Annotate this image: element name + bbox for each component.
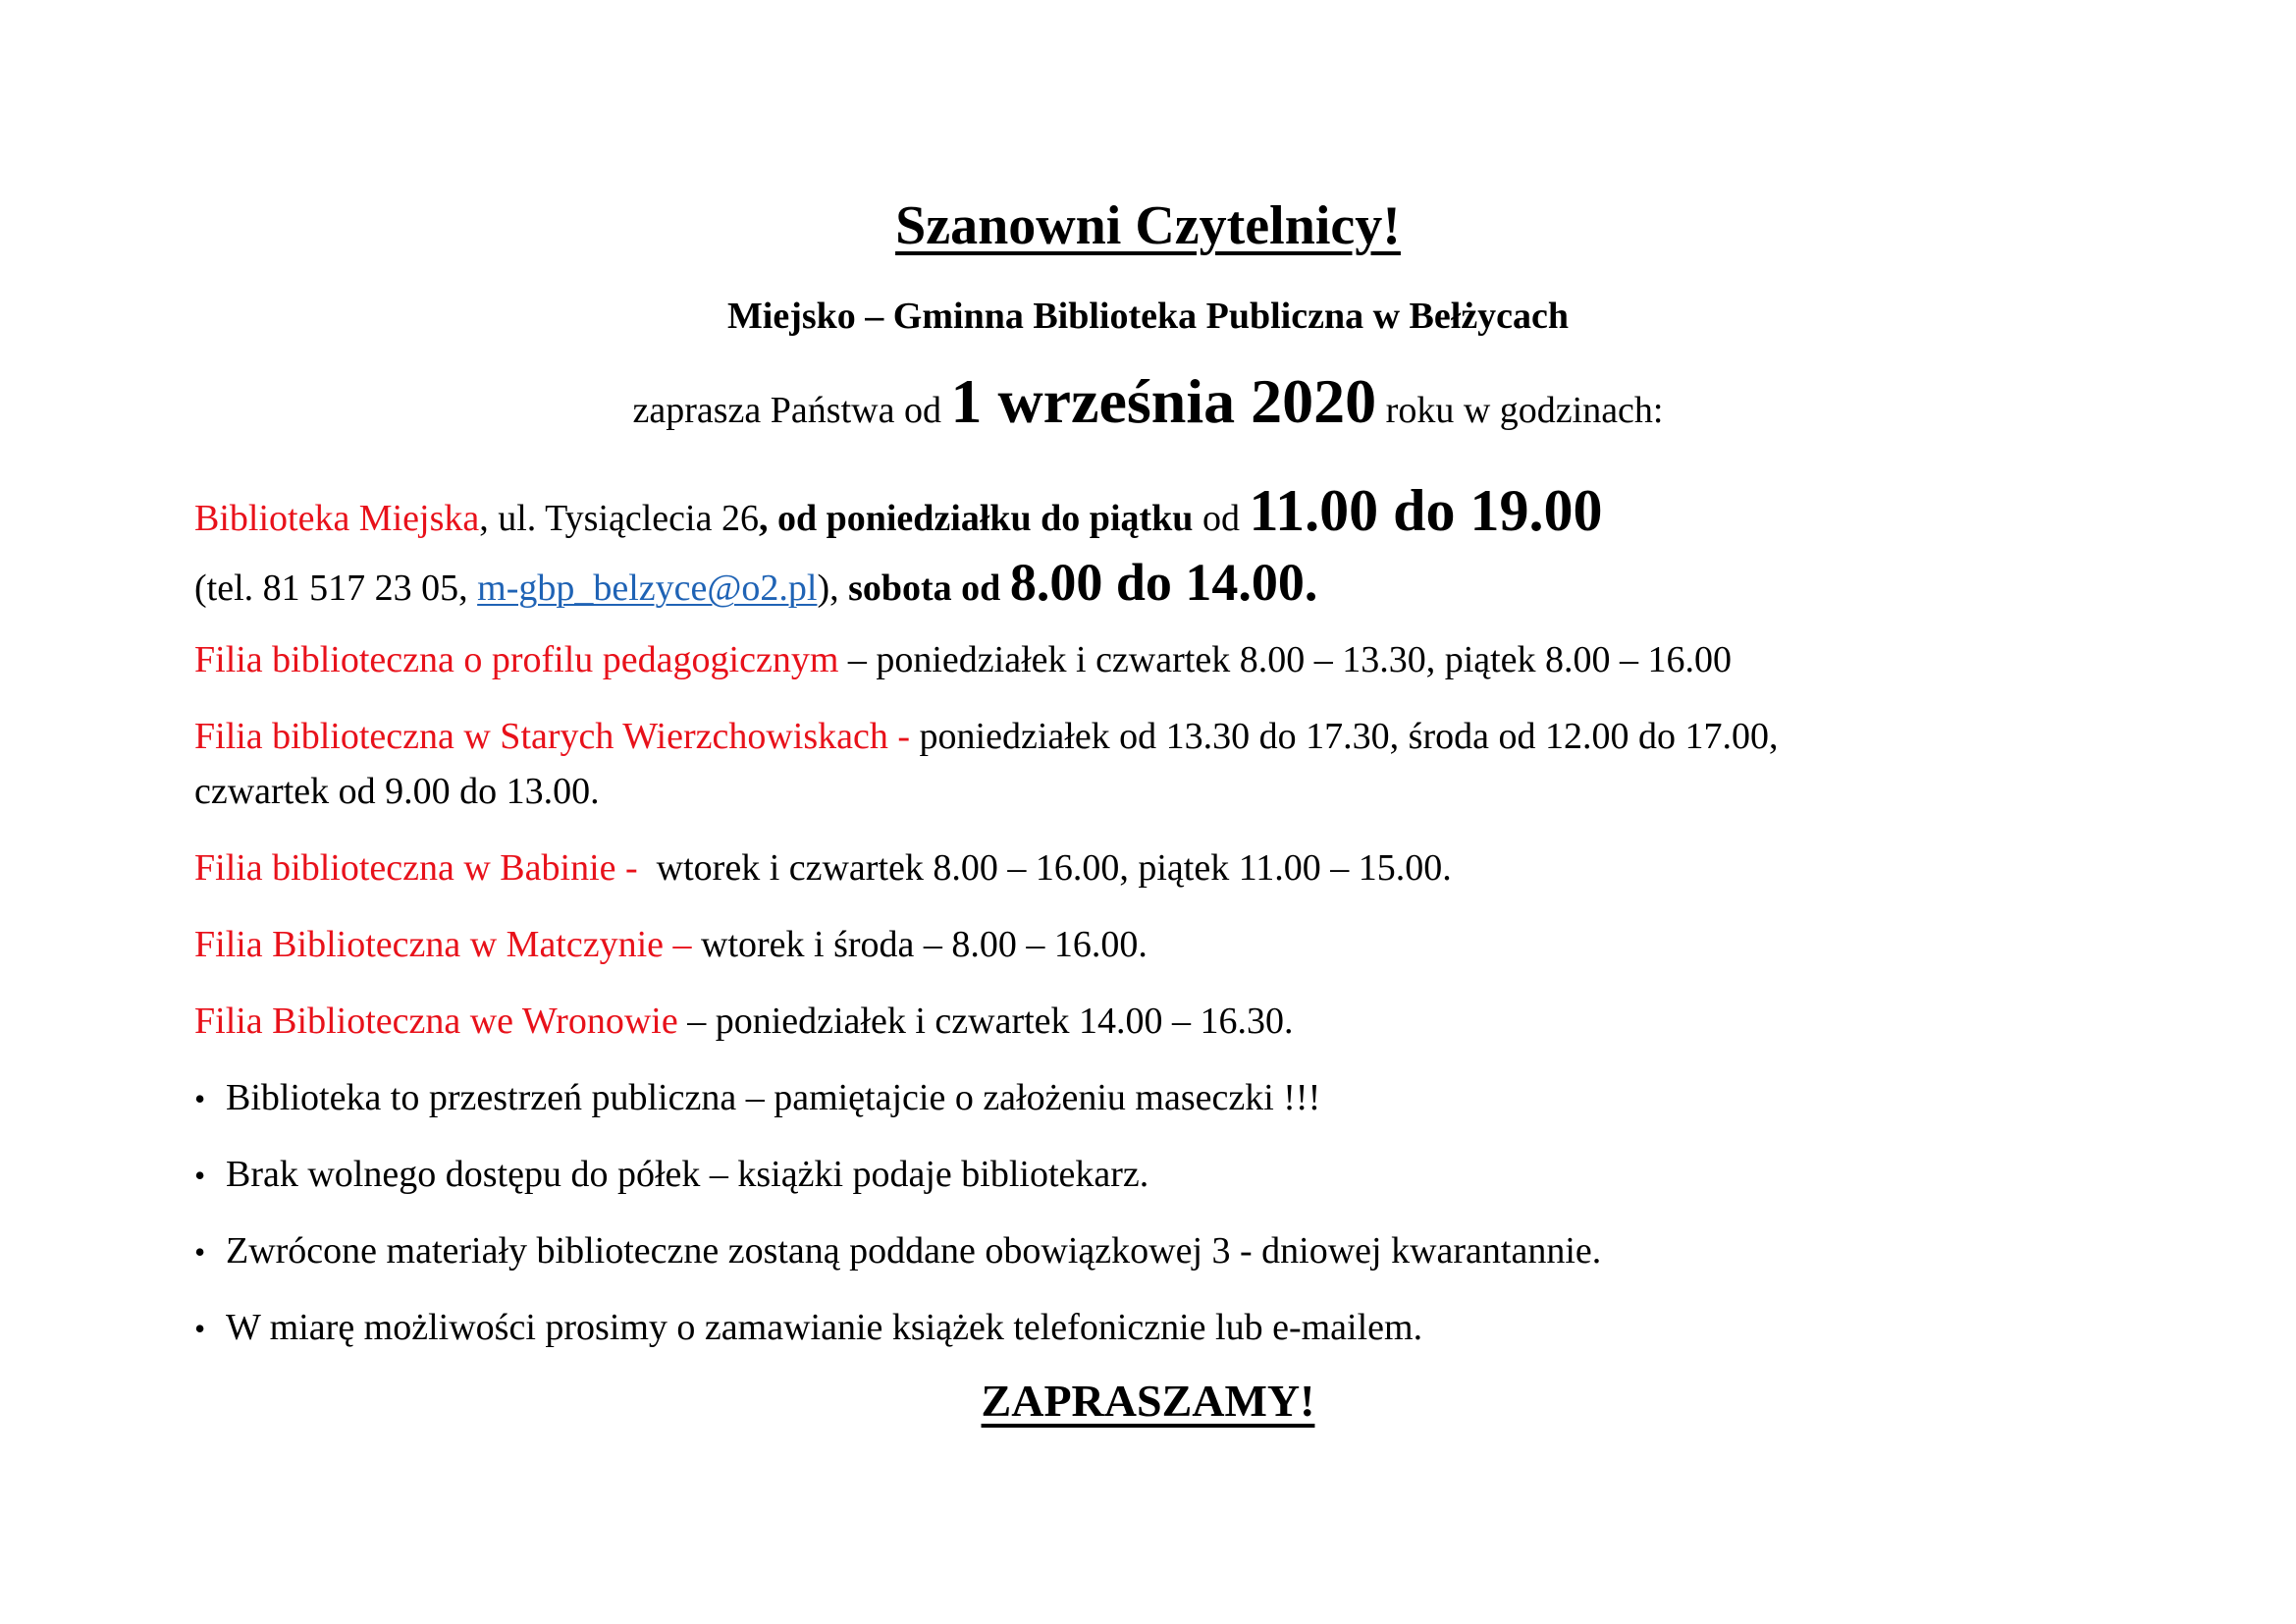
notice-text: W miarę możliwości prosimy o zamawianie książek telefonicznie lub e-mailem. — [226, 1307, 1423, 1348]
branch-separator: – — [838, 639, 877, 680]
saturday-label: sobota od — [848, 568, 1010, 609]
page-title: Szanowni Czytelnicy! — [895, 195, 1401, 256]
branch-name: Filia Biblioteczna we Wronowie — [194, 1001, 678, 1042]
branch-separator: - — [615, 847, 657, 889]
branch-separator: - — [887, 716, 920, 757]
branch-hours: poniedziałek od 13.30 do 17.30, środa od 12.00 do 17.00, — [919, 716, 1779, 757]
invite-suffix: roku w godzinach: — [1376, 390, 1664, 431]
main-library-name: Biblioteka Miejska — [194, 498, 480, 539]
branch-separator: – — [664, 924, 692, 965]
branch-stare-wierzchowiska-cont — [194, 770, 600, 813]
bullet-icon: • — [194, 1311, 206, 1346]
branch-name: Filia biblioteczna o profilu pedagogicznym — [194, 639, 839, 680]
bullet-icon: • — [194, 1158, 206, 1193]
main-library-line — [194, 477, 1603, 545]
branch-hours: wtorek i czwartek 8.00 – 16.00, piątek 11.00 – 15.00. — [656, 847, 1452, 889]
closing-text: ZAPRASZAMY! — [981, 1376, 1315, 1426]
branch-matczyn — [194, 923, 1148, 966]
od-word: od — [1193, 498, 1250, 539]
main-library-address: , ul. Tysiąclecia 26 — [479, 498, 759, 539]
tel-prefix: (tel. 81 517 23 05, — [194, 568, 478, 609]
branch-hours: wtorek i środa – 8.00 – 16.00. — [691, 924, 1148, 965]
notice-text: Biblioteka to przestrzeń publiczna – pamiętajcie o założeniu maseczki !!! — [226, 1077, 1321, 1118]
bullet-icon: • — [194, 1234, 206, 1270]
tel-suffix: ), — [817, 568, 849, 609]
branch-hours: poniedziałek i czwartek 14.00 – 16.30. — [715, 1001, 1294, 1042]
branch-name: Filia biblioteczna w Babinie — [194, 847, 616, 889]
branch-babin — [194, 846, 1452, 890]
branch-name: Filia biblioteczna w Starych Wierzchowiskach — [194, 716, 888, 757]
branch-stare-wierzchowiska — [194, 715, 1779, 758]
notice-item — [194, 1306, 1422, 1349]
notice-item — [194, 1153, 1148, 1196]
weekdays-label: , od poniedziałku do piątku — [758, 498, 1194, 539]
notice-text: Zwrócone materiały biblioteczne zostaną poddane obowiązkowej 3 - dniowej kwarantannie. — [226, 1230, 1602, 1272]
saturday-hours: 8.00 do 14.00. — [1009, 553, 1318, 612]
branch-hours: poniedziałek i czwartek 8.00 – 13.30, piątek 8.00 – 16.00 — [876, 639, 1733, 680]
notice-item — [194, 1229, 1601, 1272]
branch-wronow — [194, 1000, 1294, 1043]
bullet-icon: • — [194, 1081, 206, 1116]
branch-pedagogical — [194, 638, 1732, 681]
branch-hours-cont: czwartek od 9.00 do 13.00. — [194, 771, 600, 812]
invite-prefix: zaprasza Państwa od — [632, 390, 951, 431]
main-library-contact-line — [194, 552, 1317, 613]
invite-date: 1 września 2020 — [950, 366, 1377, 436]
weekdays-hours: 11.00 do 19.00 — [1249, 478, 1603, 543]
branch-name: Filia Biblioteczna w Matczynie — [194, 924, 665, 965]
branch-separator: – — [677, 1001, 716, 1042]
email-link[interactable]: m-gbp_belzyce@o2.pl — [477, 568, 818, 609]
library-name: Miejsko – Gminna Biblioteka Publiczna w Bełżycach — [726, 296, 1570, 337]
notice-text: Brak wolnego dostępu do półek – książki podaje bibliotekarz. — [226, 1154, 1149, 1195]
notice-item — [194, 1076, 1320, 1119]
invite-line — [0, 365, 2296, 438]
